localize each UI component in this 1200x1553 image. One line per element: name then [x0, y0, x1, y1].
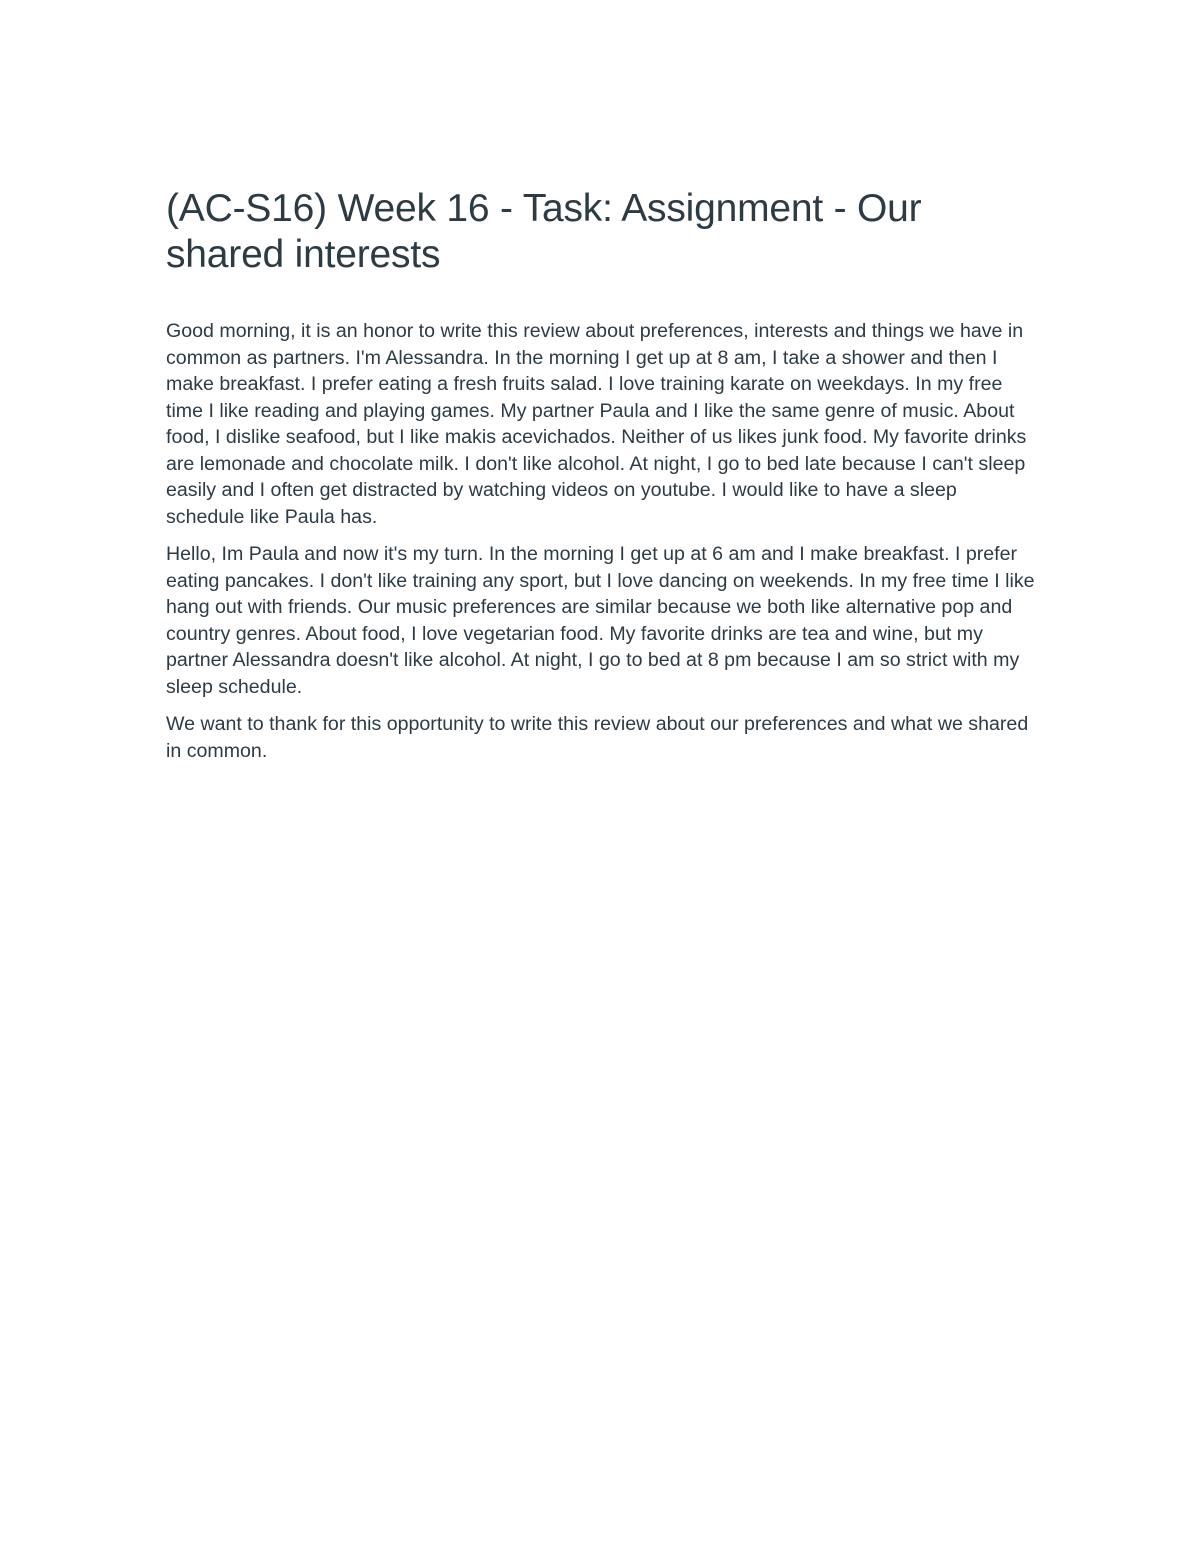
paragraph-alessandra: Good morning, it is an honor to write this review about preferences, interests and things we have in common as partners. I'm Alessandra. In the morning I get up at 8 am, I take a shower and then I make breakfast. I prefer eating a fresh fruits salad. I love training karate on weekdays. In my free time I like reading and playing games. My partner Paula and I like the same genre of music. About food, I dislike seafood, but I like makis acevichados. Neither of us likes junk food. My favorite drinks are lemonade and chocolate milk. I don't like alcohol. At night, I go to bed late because I can't sleep easily and I often get distracted by watching videos on youtube. I would like to have a sleep schedule like Paula has.	[166, 320, 1027, 528]
document-content	[166, 186, 1038, 775]
paragraph-paula: Hello, Im Paula and now it's my turn. In the morning I get up at 6 am and I make breakfast. I prefer eating pancakes. I don't like training any sport, but I love dancing on weekends. In my free time I like hang out with friends. Our music preferences are similar because we both like alternative pop and country genres. About food, I love vegetarian food. My favorite drinks are tea and wine, but my partner Alessandra doesn't like alcohol. At night, I go to bed at 8 pm because I am so strict with my sleep schedule.	[166, 543, 1035, 698]
document-body	[166, 318, 1038, 764]
paragraph-closing: We want to thank for this opportunity to write this review about our preferences and what we shared in common.	[166, 713, 1029, 762]
document-title: (AC-S16) Week 16 - Task: Assignment - Our shared interests	[166, 187, 922, 276]
